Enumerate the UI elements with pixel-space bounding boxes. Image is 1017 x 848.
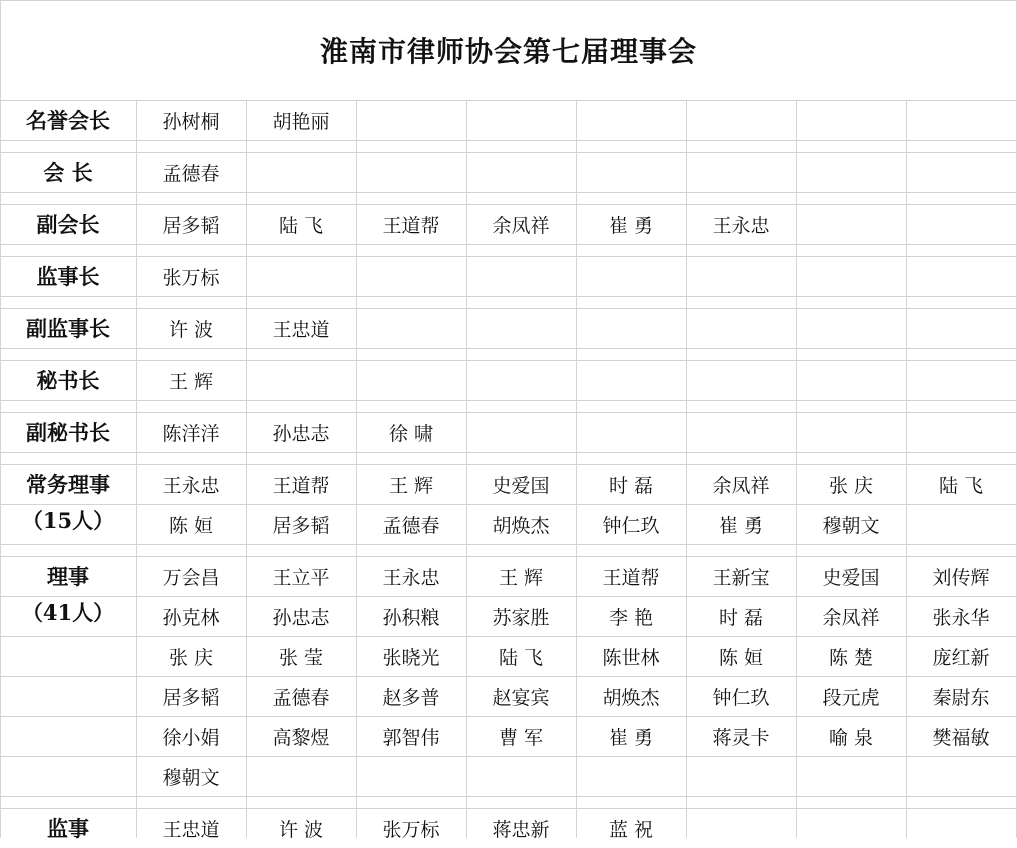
member-name-cell: 时 磊 [608, 474, 654, 497]
section-label: 副秘书长 [26, 420, 110, 445]
member-name-cell: 陆 飞 [278, 214, 324, 237]
member-name-cell: 孟德春 [272, 686, 330, 709]
member-name-cell: 时 磊 [718, 606, 764, 629]
member-name-cell: 崔 勇 [718, 514, 764, 537]
title-border-line [0, 0, 1017, 1]
member-name-cell: 王 辉 [388, 474, 434, 497]
member-name-cell: 赵多普 [382, 686, 440, 709]
member-name-cell: 喻 泉 [828, 726, 874, 749]
member-name-cell: 王新宝 [712, 566, 770, 589]
section-label: 副会长 [36, 212, 100, 237]
member-name-cell: 穆朝文 [822, 514, 880, 537]
member-name-cell: 胡艳丽 [272, 110, 330, 133]
member-name-cell: 孙忠志 [272, 422, 330, 445]
title-border-line [0, 0, 1, 100]
member-name-cell: 王 辉 [168, 370, 214, 393]
section-label: 秘书长 [36, 368, 100, 393]
member-name-cell: 陈世林 [602, 646, 660, 669]
member-name-cell: 陈洋洋 [162, 422, 220, 445]
member-name-cell: 陆 飞 [938, 474, 984, 497]
member-name-cell: 张永华 [932, 606, 990, 629]
member-name-cell: 曹 军 [498, 726, 544, 749]
member-name-cell: 王道帮 [382, 214, 440, 237]
grid-row-line [0, 192, 1017, 193]
member-name-cell: 张 庆 [168, 646, 214, 669]
member-name-cell: 余凤祥 [822, 606, 880, 629]
grid-row-line [0, 796, 1017, 797]
section-label: 副监事长 [26, 316, 110, 341]
member-name-cell: 居多韬 [162, 214, 220, 237]
member-name-cell: 秦尉东 [932, 686, 990, 709]
member-name-cell: 蓝 祝 [608, 818, 654, 841]
member-name-cell: 庞红新 [932, 646, 990, 669]
member-name-cell: 赵宴宾 [492, 686, 550, 709]
member-name-cell: 李 艳 [608, 606, 654, 629]
member-name-cell: 钟仁玖 [712, 686, 770, 709]
member-name-cell: 居多韬 [162, 686, 220, 709]
member-name-cell: 徐 啸 [388, 422, 434, 445]
member-name-cell: 高黎煜 [272, 726, 330, 749]
member-name-cell: 陆 飞 [498, 646, 544, 669]
member-name-cell: 王立平 [272, 566, 330, 589]
member-name-cell: 王 辉 [498, 566, 544, 589]
member-name-cell: 王忠道 [162, 818, 220, 841]
member-name-cell: 张 庆 [828, 474, 874, 497]
member-name-cell: 崔 勇 [608, 214, 654, 237]
member-name-cell: 张 莹 [278, 646, 324, 669]
member-name-cell: 居多韬 [272, 514, 330, 537]
member-name-cell: 余凤祥 [492, 214, 550, 237]
section-label: 监事 [47, 816, 89, 841]
grid-row-line [0, 296, 1017, 297]
member-name-cell: 史爱国 [492, 474, 550, 497]
member-name-cell: 张晓光 [382, 646, 440, 669]
member-name-cell: 孟德春 [162, 162, 220, 185]
member-name-cell: 穆朝文 [162, 766, 220, 789]
member-name-cell: 王忠道 [272, 318, 330, 341]
member-name-cell: 蒋灵卡 [712, 726, 770, 749]
member-name-cell: 王永忠 [162, 474, 220, 497]
member-name-cell: 孙树桐 [162, 110, 220, 133]
section-label: 常务理事 [26, 472, 110, 497]
member-name-cell: 胡焕杰 [602, 686, 660, 709]
grid-row-line [0, 452, 1017, 453]
member-name-cell: 刘传辉 [932, 566, 990, 589]
member-name-cell: 史爱国 [822, 566, 880, 589]
member-name-cell: 张万标 [382, 818, 440, 841]
member-name-cell: 孙积粮 [382, 606, 440, 629]
member-name-cell: 郭智伟 [382, 726, 440, 749]
member-name-cell: 徐小娟 [162, 726, 220, 749]
grid-row-line [0, 544, 1017, 545]
member-name-cell: 许 波 [278, 818, 324, 841]
section-label: 监事长 [36, 264, 100, 289]
member-name-cell: 钟仁玖 [602, 514, 660, 537]
member-name-cell: 余凤祥 [712, 474, 770, 497]
grid-row-line [0, 244, 1017, 245]
member-name-cell: 孙克林 [162, 606, 220, 629]
member-name-cell: 胡焕杰 [492, 514, 550, 537]
member-name-cell: 孟德春 [382, 514, 440, 537]
member-name-cell: 苏家胜 [492, 606, 550, 629]
grid-row-line [0, 400, 1017, 401]
member-name-cell: 王道帮 [272, 474, 330, 497]
section-label: 会 长 [43, 160, 93, 185]
section-sublabel: （41人） [21, 600, 115, 625]
grid-row-line [0, 140, 1017, 141]
member-name-cell: 王道帮 [602, 566, 660, 589]
section-label: 理事 [47, 564, 89, 589]
member-name-cell: 段元虎 [822, 686, 880, 709]
member-name-cell: 陈 姮 [718, 646, 764, 669]
section-label: 名誉会长 [26, 108, 110, 133]
member-name-cell: 孙忠志 [272, 606, 330, 629]
member-name-cell: 张万标 [162, 266, 220, 289]
member-name-cell: 崔 勇 [608, 726, 654, 749]
section-sublabel: （15人） [21, 508, 115, 533]
member-name-cell: 陈 楚 [828, 646, 874, 669]
member-name-cell: 万会昌 [162, 566, 220, 589]
member-name-cell: 陈 姮 [168, 514, 214, 537]
page-title: 淮南市律师协会第七届理事会 [319, 35, 697, 68]
member-name-cell: 樊福敏 [932, 726, 990, 749]
member-name-cell: 蒋忠新 [492, 818, 550, 841]
grid-row-line [0, 348, 1017, 349]
member-name-cell: 许 波 [168, 318, 214, 341]
member-name-cell: 王永忠 [382, 566, 440, 589]
member-name-cell: 王永忠 [712, 214, 770, 237]
